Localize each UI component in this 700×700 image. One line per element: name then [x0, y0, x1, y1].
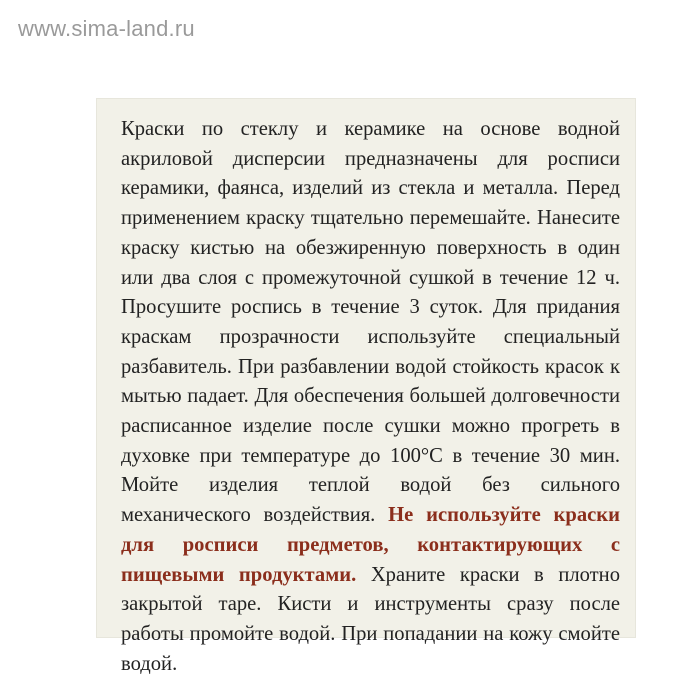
instruction-label [96, 98, 636, 675]
watermark-text: www.sima-land.ru [18, 16, 195, 41]
instruction-text-part-1: Краски по стеклу и керамике на основе водной акриловой дисперсии предназначены для росписи керамики, фаянса, изделий из стекла и металла. Перед применением краску тщательно перемешайте. Нанесите краску кистью на обезжиренную поверхность в один или два слоя с промежуточной сушкой в течение 12 ч. Просушите роспись в течение 3 суток. Для придания краскам прозрачности используйте специальный разбавитель. При разбавлении водой стойкость красок к мытью падает. Для обеспечения большей долговечности расписанное изделие после сушки можно прогреть в духовке при температуре до 100°С в течение 30 мин. Мойте изделия теплой водой без сильного механического воздействия. [121, 118, 620, 527]
instruction-text [121, 115, 620, 679]
food-contact-warning: Не используйте краски для росписи предметов, контактирующих с пищевыми продуктами. [121, 504, 621, 586]
instruction-text-part-2: Храните краски в плотно закрытой таре. Кисти и инструменты сразу после работы промойте водой. При попадании на кожу смойте водой. [121, 563, 620, 675]
